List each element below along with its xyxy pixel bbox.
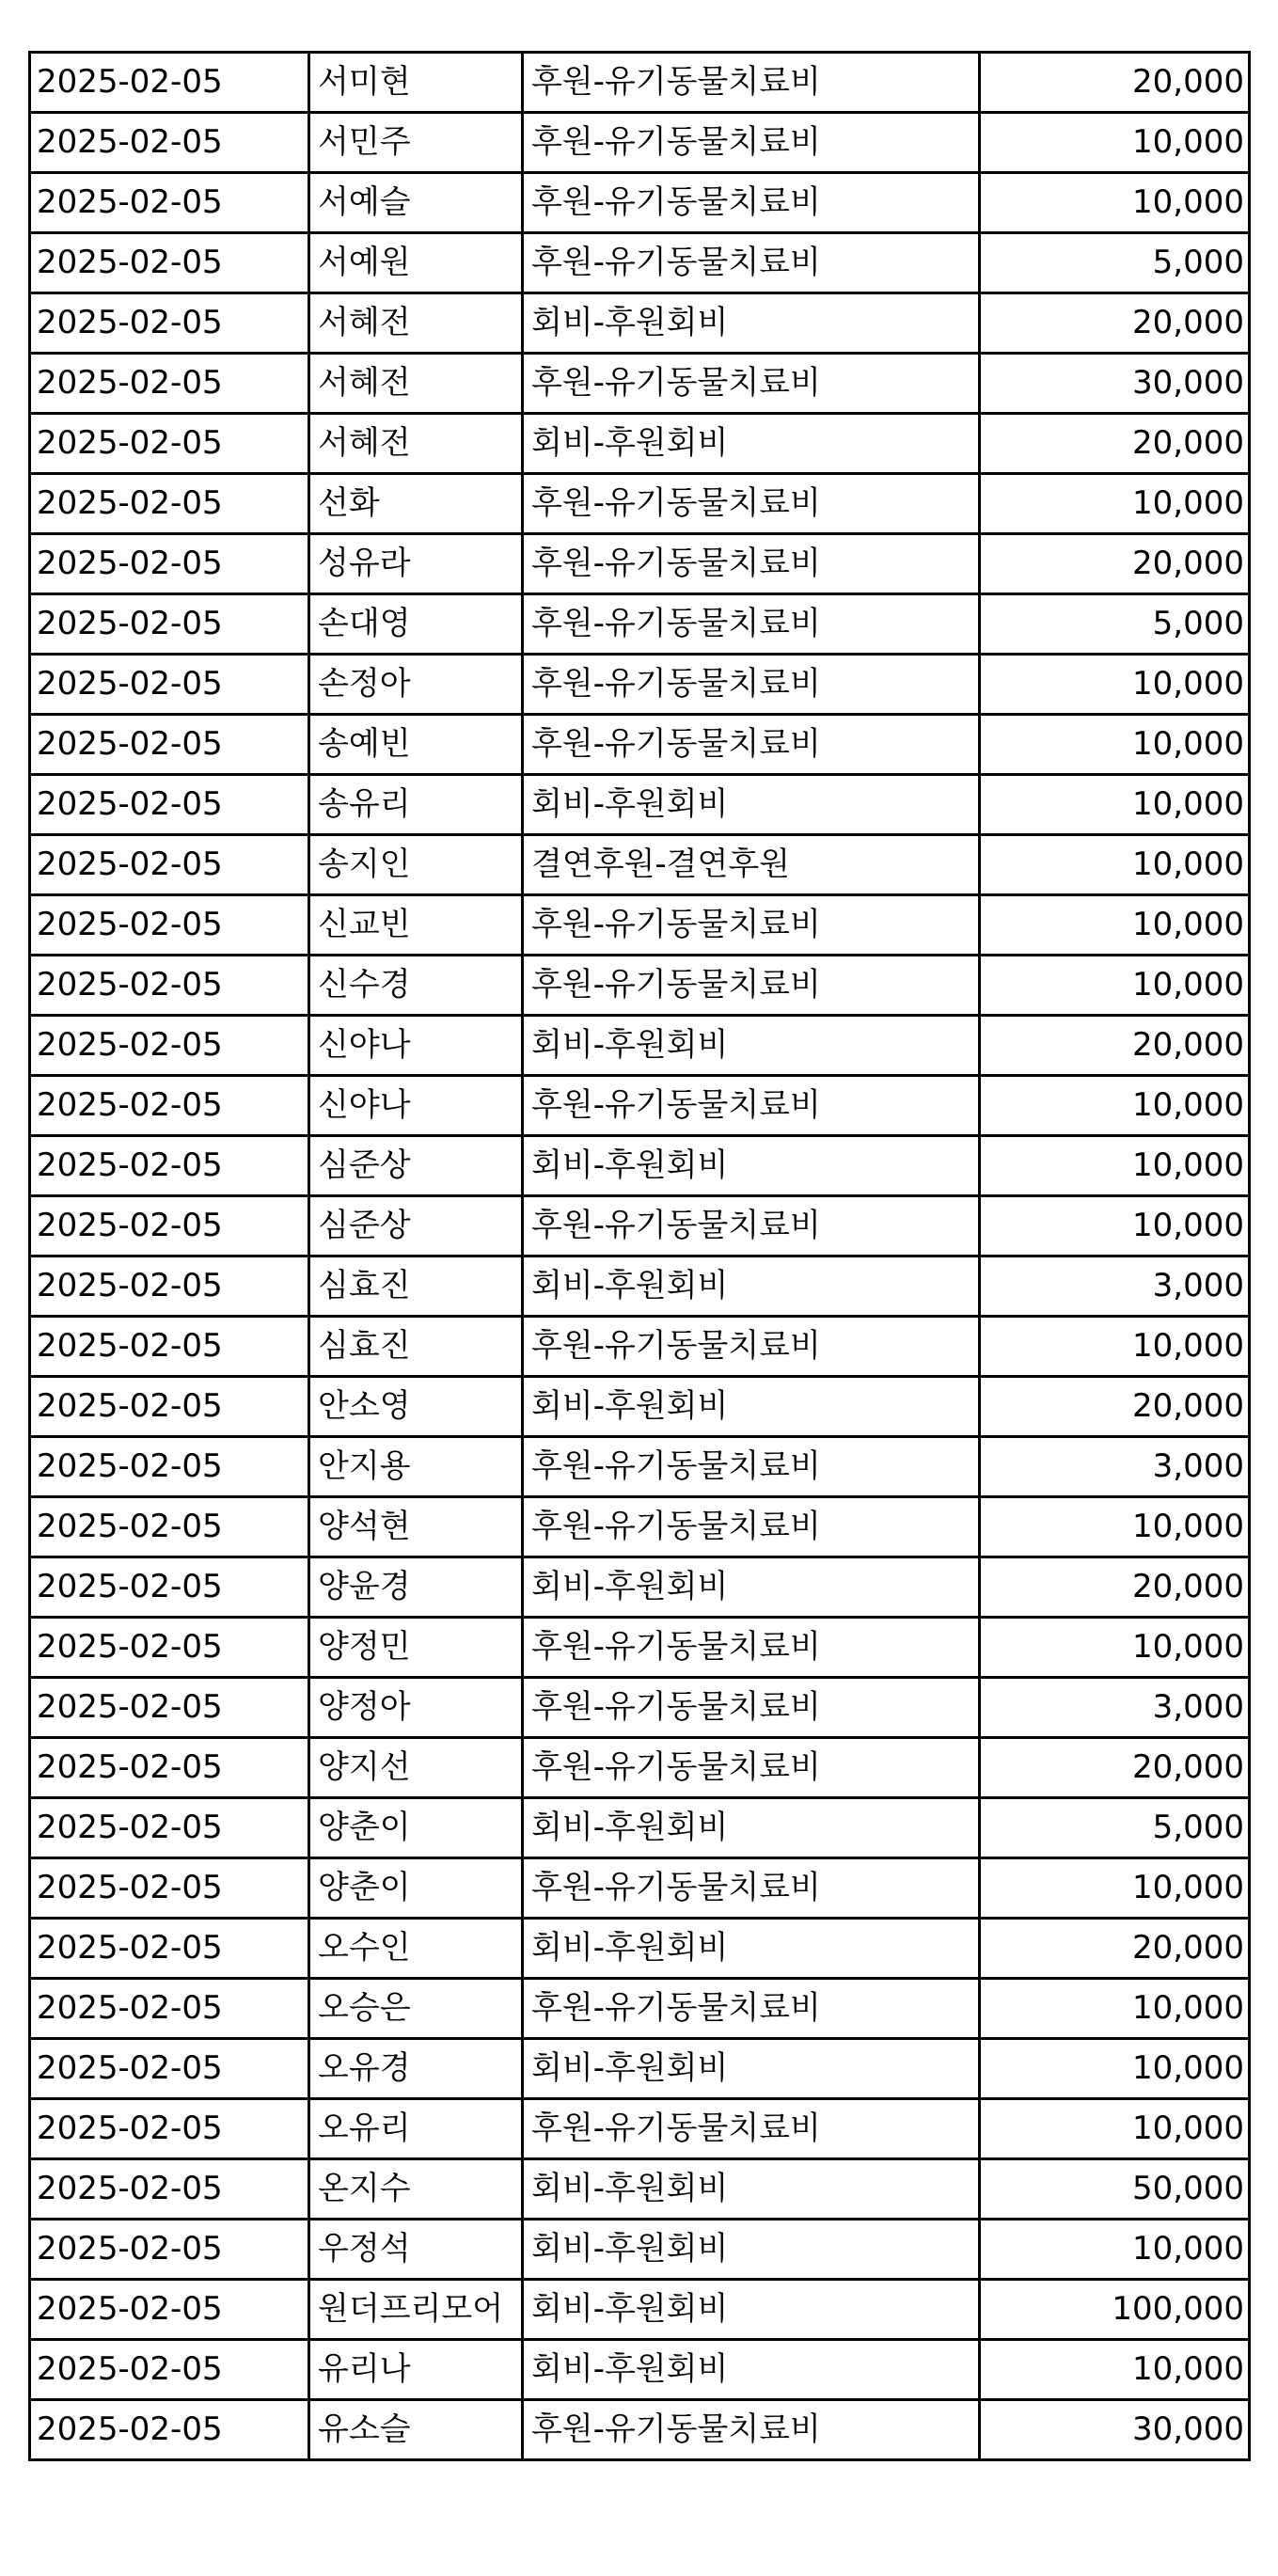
category-cell: 후원-유기동물치료비 — [523, 534, 980, 594]
date-cell: 2025-02-05 — [30, 1136, 309, 1196]
table-row — [30, 1317, 1250, 1377]
category-cell: 회비-후원회비 — [523, 1136, 980, 1196]
amount-cell: 30,000 — [980, 354, 1250, 414]
name-cell: 안소영 — [309, 1377, 523, 1437]
category-cell: 후원-유기동물치료비 — [523, 1678, 980, 1738]
category-cell: 회비-후원회비 — [523, 1557, 980, 1618]
table-row — [30, 113, 1250, 173]
amount-cell: 10,000 — [980, 956, 1250, 1016]
amount-cell: 10,000 — [980, 775, 1250, 835]
amount-cell: 3,000 — [980, 1678, 1250, 1738]
category-cell: 회비-후원회비 — [523, 1377, 980, 1437]
name-cell: 양윤경 — [309, 1557, 523, 1618]
amount-cell: 20,000 — [980, 1377, 1250, 1437]
ledger-body — [30, 53, 1250, 2460]
category-cell: 후원-유기동물치료비 — [523, 1618, 980, 1678]
table-row — [30, 2220, 1250, 2280]
name-cell: 신수경 — [309, 956, 523, 1016]
amount-cell: 10,000 — [980, 173, 1250, 233]
amount-cell: 10,000 — [980, 715, 1250, 775]
date-cell: 2025-02-05 — [30, 113, 309, 173]
table-row — [30, 1076, 1250, 1136]
table-row — [30, 2340, 1250, 2400]
donation-ledger-table — [28, 51, 1251, 2461]
date-cell: 2025-02-05 — [30, 1858, 309, 1919]
name-cell: 심준상 — [309, 1136, 523, 1196]
amount-cell: 5,000 — [980, 1798, 1250, 1858]
table-row — [30, 1256, 1250, 1317]
category-cell: 회비-후원회비 — [523, 1256, 980, 1317]
category-cell: 후원-유기동물치료비 — [523, 354, 980, 414]
name-cell: 양춘이 — [309, 1798, 523, 1858]
table-row — [30, 1979, 1250, 2039]
table-row — [30, 354, 1250, 414]
name-cell: 양석현 — [309, 1497, 523, 1557]
category-cell: 후원-유기동물치료비 — [523, 594, 980, 655]
name-cell: 오수인 — [309, 1919, 523, 1979]
date-cell: 2025-02-05 — [30, 354, 309, 414]
date-cell: 2025-02-05 — [30, 1016, 309, 1076]
date-cell: 2025-02-05 — [30, 1618, 309, 1678]
table-row — [30, 233, 1250, 293]
amount-cell: 10,000 — [980, 474, 1250, 534]
table-row — [30, 293, 1250, 354]
table-row — [30, 1497, 1250, 1557]
table-row — [30, 594, 1250, 655]
category-cell: 후원-유기동물치료비 — [523, 173, 980, 233]
category-cell: 후원-유기동물치료비 — [523, 1076, 980, 1136]
name-cell: 서혜전 — [309, 293, 523, 354]
date-cell: 2025-02-05 — [30, 293, 309, 354]
amount-cell: 20,000 — [980, 1919, 1250, 1979]
category-cell: 후원-유기동물치료비 — [523, 1317, 980, 1377]
amount-cell: 10,000 — [980, 655, 1250, 715]
category-cell: 후원-유기동물치료비 — [523, 655, 980, 715]
category-cell: 후원-유기동물치료비 — [523, 956, 980, 1016]
category-cell: 결연후원-결연후원 — [523, 835, 980, 895]
name-cell: 원더프리모어 — [309, 2280, 523, 2340]
amount-cell: 3,000 — [980, 1256, 1250, 1317]
date-cell: 2025-02-05 — [30, 1076, 309, 1136]
amount-cell: 10,000 — [980, 2039, 1250, 2099]
date-cell: 2025-02-05 — [30, 1497, 309, 1557]
table-row — [30, 1557, 1250, 1618]
table-row — [30, 53, 1250, 113]
category-cell: 회비-후원회비 — [523, 2039, 980, 2099]
amount-cell: 20,000 — [980, 534, 1250, 594]
date-cell: 2025-02-05 — [30, 1437, 309, 1497]
date-cell: 2025-02-05 — [30, 1377, 309, 1437]
date-cell: 2025-02-05 — [30, 1919, 309, 1979]
category-cell: 회비-후원회비 — [523, 2220, 980, 2280]
name-cell: 송유리 — [309, 775, 523, 835]
table-row — [30, 534, 1250, 594]
name-cell: 심효진 — [309, 1317, 523, 1377]
category-cell: 회비-후원회비 — [523, 1798, 980, 1858]
category-cell: 후원-유기동물치료비 — [523, 113, 980, 173]
amount-cell: 10,000 — [980, 895, 1250, 956]
name-cell: 유리나 — [309, 2340, 523, 2400]
date-cell: 2025-02-05 — [30, 1317, 309, 1377]
date-cell: 2025-02-05 — [30, 414, 309, 474]
date-cell: 2025-02-05 — [30, 655, 309, 715]
category-cell: 회비-후원회비 — [523, 2280, 980, 2340]
name-cell: 오유리 — [309, 2099, 523, 2159]
name-cell: 선화 — [309, 474, 523, 534]
category-cell: 후원-유기동물치료비 — [523, 474, 980, 534]
name-cell: 신야나 — [309, 1076, 523, 1136]
name-cell: 온지수 — [309, 2159, 523, 2220]
category-cell: 후원-유기동물치료비 — [523, 1196, 980, 1256]
amount-cell: 20,000 — [980, 53, 1250, 113]
name-cell: 서민주 — [309, 113, 523, 173]
table-row — [30, 2280, 1250, 2340]
name-cell: 성유라 — [309, 534, 523, 594]
date-cell: 2025-02-05 — [30, 1678, 309, 1738]
table-row — [30, 1016, 1250, 1076]
table-row — [30, 655, 1250, 715]
date-cell: 2025-02-05 — [30, 835, 309, 895]
amount-cell: 10,000 — [980, 1618, 1250, 1678]
date-cell: 2025-02-05 — [30, 2159, 309, 2220]
table-row — [30, 474, 1250, 534]
table-row — [30, 1738, 1250, 1798]
name-cell: 신교빈 — [309, 895, 523, 956]
date-cell: 2025-02-05 — [30, 1256, 309, 1317]
name-cell: 안지용 — [309, 1437, 523, 1497]
amount-cell: 20,000 — [980, 293, 1250, 354]
name-cell: 송예빈 — [309, 715, 523, 775]
name-cell: 서예원 — [309, 233, 523, 293]
table-row — [30, 1196, 1250, 1256]
table-row — [30, 1858, 1250, 1919]
category-cell: 후원-유기동물치료비 — [523, 233, 980, 293]
name-cell: 양춘이 — [309, 1858, 523, 1919]
amount-cell: 10,000 — [980, 2220, 1250, 2280]
date-cell: 2025-02-05 — [30, 775, 309, 835]
date-cell: 2025-02-05 — [30, 2220, 309, 2280]
name-cell: 심효진 — [309, 1256, 523, 1317]
category-cell: 회비-후원회비 — [523, 1016, 980, 1076]
table-row — [30, 1136, 1250, 1196]
table-row — [30, 1919, 1250, 1979]
category-cell: 후원-유기동물치료비 — [523, 1437, 980, 1497]
date-cell: 2025-02-05 — [30, 2099, 309, 2159]
table-row — [30, 956, 1250, 1016]
amount-cell: 50,000 — [980, 2159, 1250, 2220]
date-cell: 2025-02-05 — [30, 1196, 309, 1256]
table-row — [30, 835, 1250, 895]
category-cell: 후원-유기동물치료비 — [523, 715, 980, 775]
amount-cell: 3,000 — [980, 1437, 1250, 1497]
date-cell: 2025-02-05 — [30, 895, 309, 956]
date-cell: 2025-02-05 — [30, 474, 309, 534]
amount-cell: 100,000 — [980, 2280, 1250, 2340]
table-row — [30, 173, 1250, 233]
date-cell: 2025-02-05 — [30, 2039, 309, 2099]
name-cell: 손대영 — [309, 594, 523, 655]
table-row — [30, 1618, 1250, 1678]
amount-cell: 10,000 — [980, 2099, 1250, 2159]
table-row — [30, 2099, 1250, 2159]
category-cell: 후원-유기동물치료비 — [523, 1979, 980, 2039]
name-cell: 서혜전 — [309, 354, 523, 414]
amount-cell: 10,000 — [980, 113, 1250, 173]
table-row — [30, 895, 1250, 956]
table-row — [30, 1437, 1250, 1497]
name-cell: 신야나 — [309, 1016, 523, 1076]
category-cell: 후원-유기동물치료비 — [523, 1858, 980, 1919]
amount-cell: 30,000 — [980, 2400, 1250, 2460]
amount-cell: 20,000 — [980, 1738, 1250, 1798]
amount-cell: 10,000 — [980, 1979, 1250, 2039]
category-cell: 회비-후원회비 — [523, 775, 980, 835]
table-row — [30, 1798, 1250, 1858]
category-cell: 회비-후원회비 — [523, 2340, 980, 2400]
table-row — [30, 414, 1250, 474]
amount-cell: 20,000 — [980, 1016, 1250, 1076]
name-cell: 유소슬 — [309, 2400, 523, 2460]
name-cell: 심준상 — [309, 1196, 523, 1256]
date-cell: 2025-02-05 — [30, 233, 309, 293]
amount-cell: 10,000 — [980, 1136, 1250, 1196]
amount-cell: 10,000 — [980, 835, 1250, 895]
date-cell: 2025-02-05 — [30, 534, 309, 594]
table-row — [30, 715, 1250, 775]
category-cell: 후원-유기동물치료비 — [523, 53, 980, 113]
name-cell: 우정석 — [309, 2220, 523, 2280]
table-row — [30, 775, 1250, 835]
date-cell: 2025-02-05 — [30, 2280, 309, 2340]
category-cell: 후원-유기동물치료비 — [523, 895, 980, 956]
date-cell: 2025-02-05 — [30, 594, 309, 655]
amount-cell: 10,000 — [980, 1196, 1250, 1256]
category-cell: 회비-후원회비 — [523, 2159, 980, 2220]
amount-cell: 10,000 — [980, 1497, 1250, 1557]
category-cell: 후원-유기동물치료비 — [523, 1497, 980, 1557]
date-cell: 2025-02-05 — [30, 715, 309, 775]
table-row — [30, 2159, 1250, 2220]
name-cell: 오승은 — [309, 1979, 523, 2039]
table-row — [30, 2400, 1250, 2460]
name-cell: 서예슬 — [309, 173, 523, 233]
date-cell: 2025-02-05 — [30, 1979, 309, 2039]
date-cell: 2025-02-05 — [30, 53, 309, 113]
amount-cell: 10,000 — [980, 1076, 1250, 1136]
name-cell: 양정민 — [309, 1618, 523, 1678]
category-cell: 후원-유기동물치료비 — [523, 1738, 980, 1798]
name-cell: 오유경 — [309, 2039, 523, 2099]
amount-cell: 10,000 — [980, 1317, 1250, 1377]
name-cell: 서미현 — [309, 53, 523, 113]
date-cell: 2025-02-05 — [30, 173, 309, 233]
date-cell: 2025-02-05 — [30, 956, 309, 1016]
table-row — [30, 2039, 1250, 2099]
name-cell: 서혜전 — [309, 414, 523, 474]
name-cell: 송지인 — [309, 835, 523, 895]
date-cell: 2025-02-05 — [30, 1557, 309, 1618]
name-cell: 손정아 — [309, 655, 523, 715]
category-cell: 회비-후원회비 — [523, 414, 980, 474]
amount-cell: 20,000 — [980, 414, 1250, 474]
category-cell: 후원-유기동물치료비 — [523, 2400, 980, 2460]
date-cell: 2025-02-05 — [30, 1738, 309, 1798]
amount-cell: 10,000 — [980, 2340, 1250, 2400]
table-row — [30, 1678, 1250, 1738]
table-row — [30, 1377, 1250, 1437]
name-cell: 양정아 — [309, 1678, 523, 1738]
amount-cell: 10,000 — [980, 1858, 1250, 1919]
amount-cell: 20,000 — [980, 1557, 1250, 1618]
category-cell: 후원-유기동물치료비 — [523, 2099, 980, 2159]
category-cell: 회비-후원회비 — [523, 1919, 980, 1979]
category-cell: 회비-후원회비 — [523, 293, 980, 354]
amount-cell: 5,000 — [980, 594, 1250, 655]
name-cell: 양지선 — [309, 1738, 523, 1798]
date-cell: 2025-02-05 — [30, 1798, 309, 1858]
date-cell: 2025-02-05 — [30, 2340, 309, 2400]
amount-cell: 5,000 — [980, 233, 1250, 293]
date-cell: 2025-02-05 — [30, 2400, 309, 2460]
